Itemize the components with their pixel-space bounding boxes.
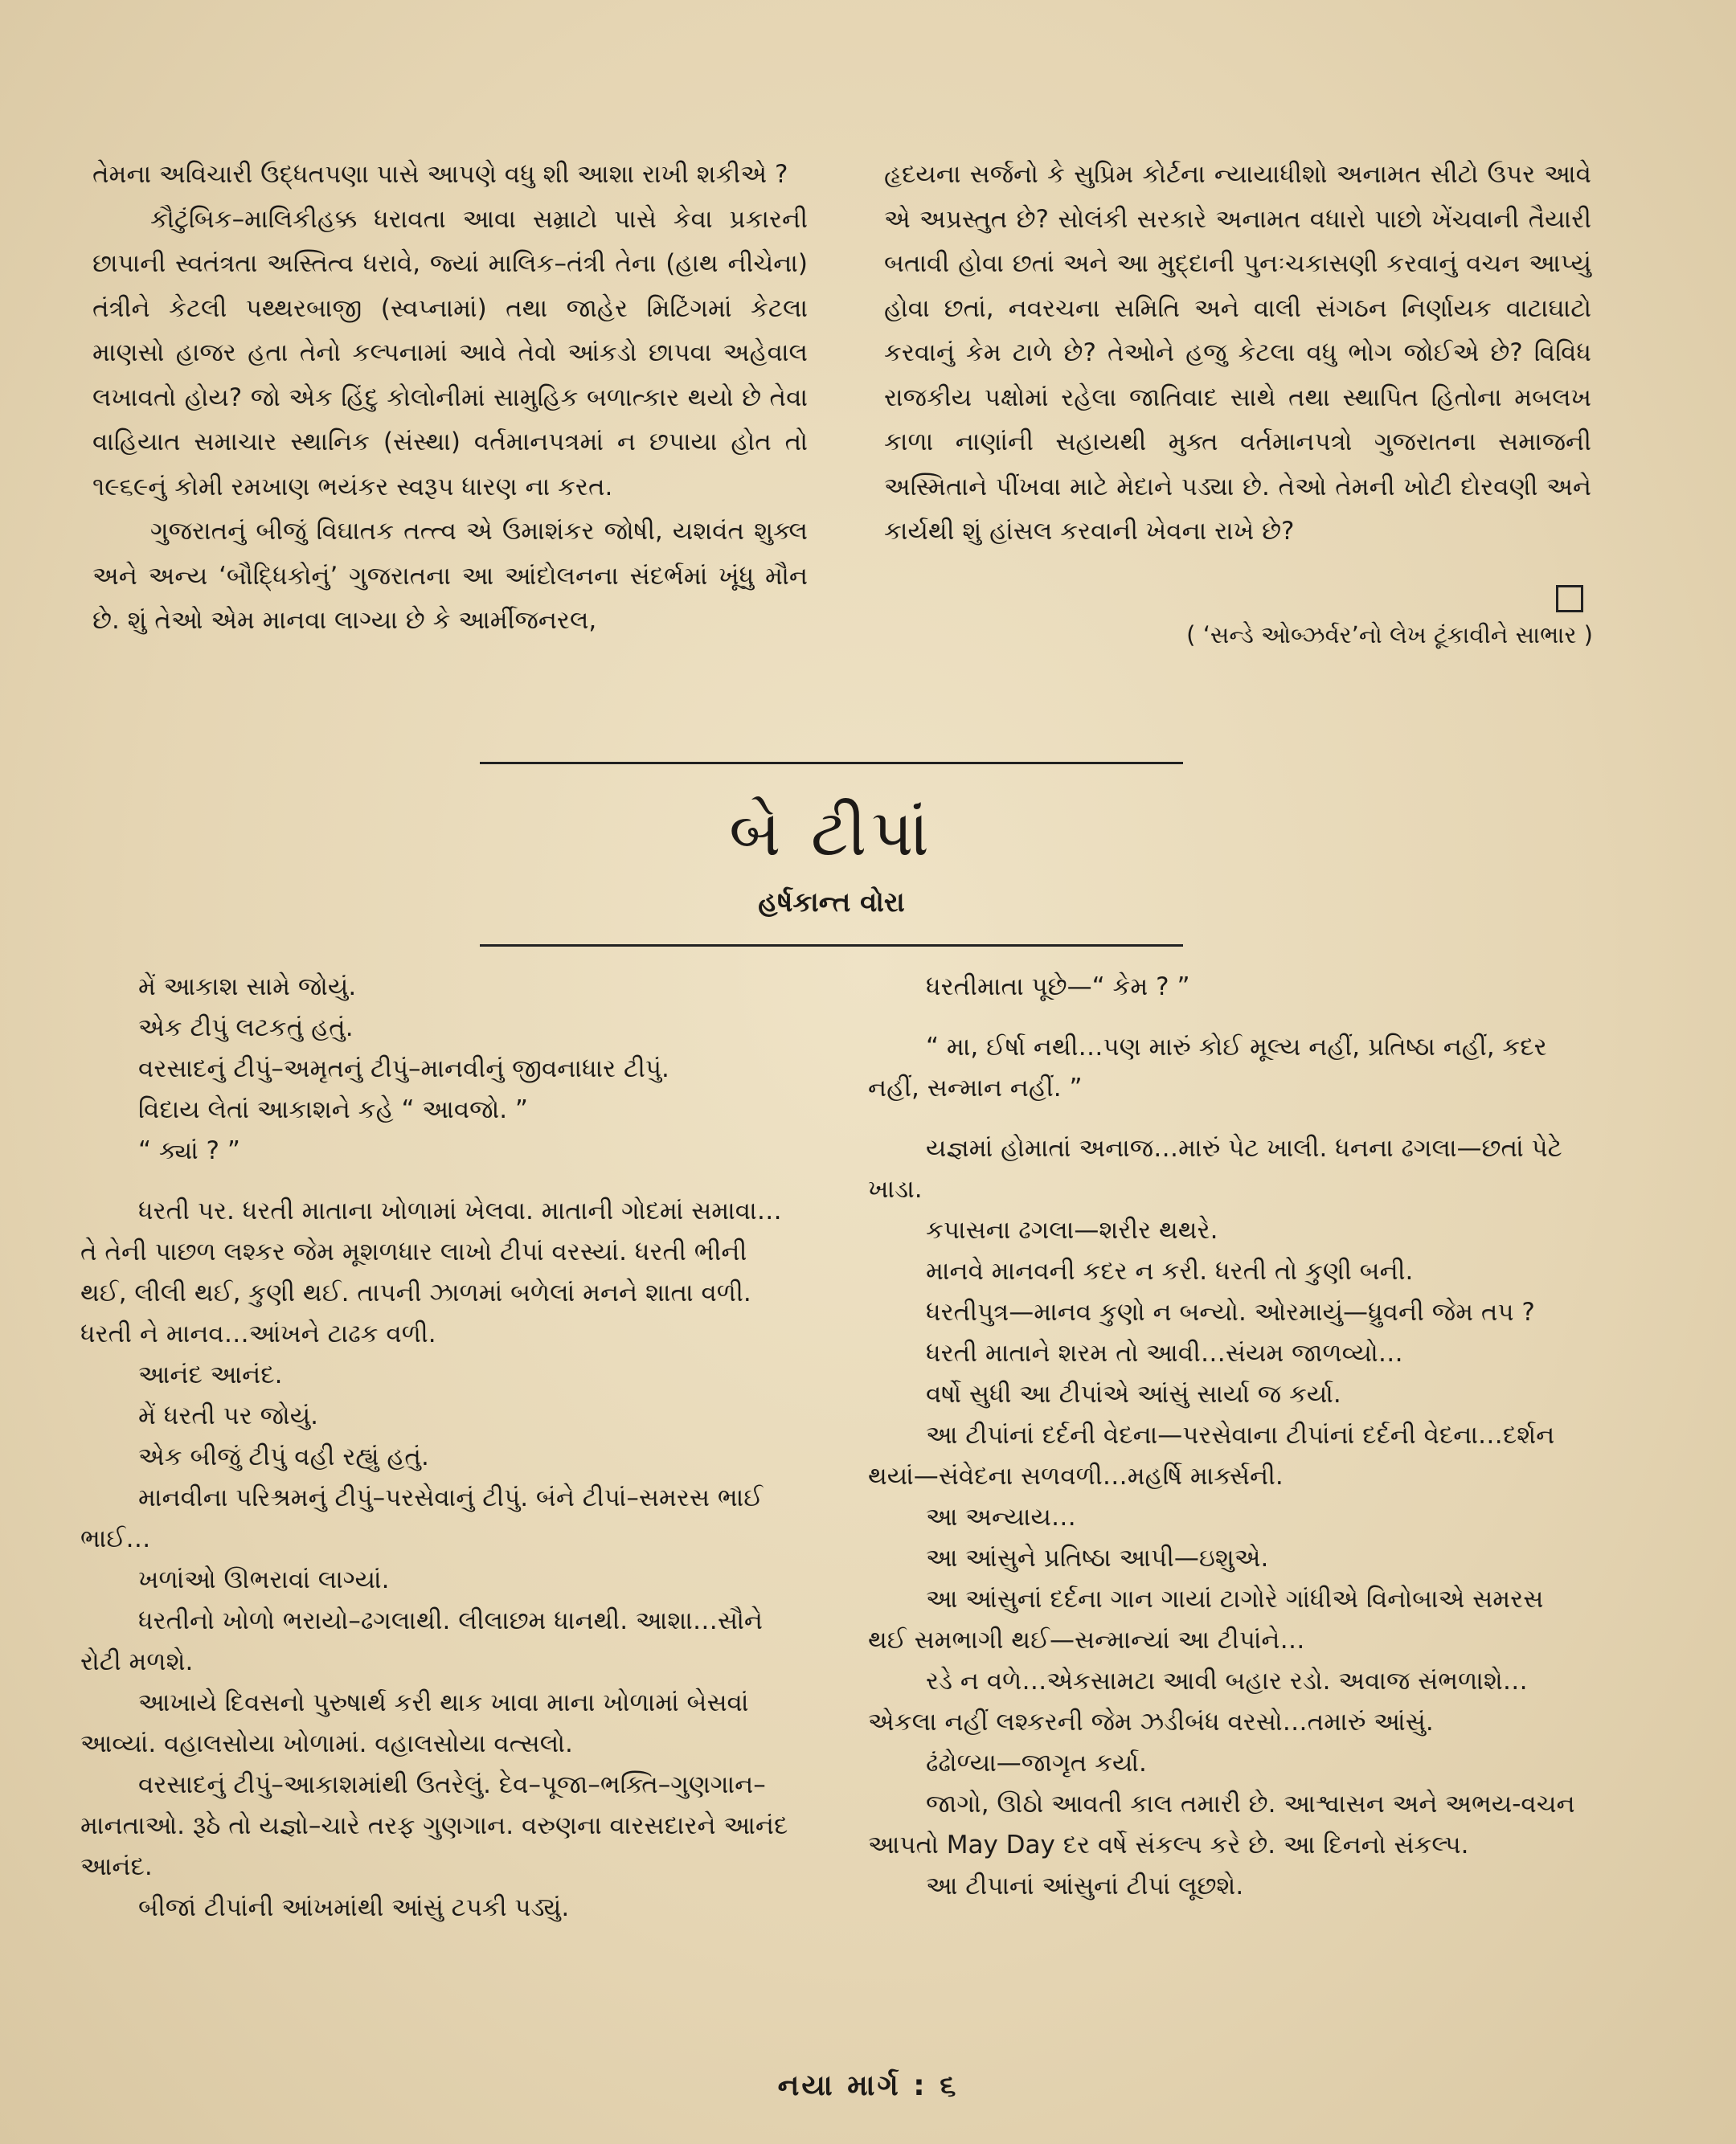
poem-line: આ આંસુને પ્રતિષ્ઠા આપી—ઇશુએ. — [926, 1544, 1269, 1573]
paragraph: કૌટુંબિક–માલિકીહક્ક ધરાવતા આવા સમ્રાટો પાસે કેવા પ્રકારની છાપાની સ્વતંત્રતા અસ્તિત્વ ધરાવે, જ્યાં માલિક–તંત્રી તેના (હાથ નીચેના) તંત્રીને કેટલી પથ્થરબાજી (સ્વપ્નામાં) તથા જાહેર મિટિંગમાં કેટલા માણસો હાજર હતા તેનો કલ્પનામાં આવે તેવો આંકડો છાપવા અહેવાલ લખાવતો હોય? જો એક હિંદુ કોલોનીમાં સામુહિક બળાત્કાર થયો છે તેવા વાહિયાત સમાચાર સ્થાનિક (સંસ્થા) વર્તમાનપત્રમાં ન છપાયા હોત તો ૧૯૬૯નું કોમી રમખાણ ભયંકર સ્વરૂપ ધારણ ના કરત. — [92, 204, 808, 501]
poem-line: વરસાદનું ટીપું–અમૃતનું ટીપું–માનવીનું જીવનાધાર ટીપું. — [138, 1054, 669, 1083]
title-rule-top — [480, 762, 1183, 764]
poem-line: બીજાં ટીપાંની આંખમાંથી આંસું ટપકી પડ્યું. — [138, 1893, 570, 1922]
page-folio: નયા માર્ગ : ૬ — [777, 2069, 959, 2102]
poem-line: રડે ન વળે…એકસામટા આવી બહાર રડો. અવાજ સંભળાશે…એકલા નહીં લશ્કરની જેમ ઝડીબંધ વરસો…તમારું આંસું. — [868, 1667, 1528, 1737]
poem-line: મેં આકાશ સામે જોયું. — [138, 972, 357, 1001]
poem-line: વરસાદનું ટીપું–આકાશમાંથી ઉતરેલું. દેવ–પૂજા–ભક્તિ–ગુણગાન–માનતાઓ. રૂઠે તો યજ્ઞો–ચારે તરફ ગુણગાન. વરુણના વારસદારને આનંદ આનંદ. — [80, 1770, 788, 1881]
poem-line: ધરતીપુત્ર—માનવ કુણો ન બન્યો. ઓરમાયું—ધ્રુવની જેમ તપ ? — [926, 1298, 1535, 1327]
poem-line: વિદાય લેતાં આકાશને કહે “ આવજો. ” — [138, 1095, 528, 1124]
poem-line: “ ક્યાં ? ” — [138, 1136, 240, 1165]
top-left-column — [92, 153, 808, 644]
poem-line: યજ્ઞમાં હોમાતાં અનાજ…મારું પેટ ખાલી. ધનના ઢગલા—છતાં પેટે ખાડા. — [868, 1134, 1562, 1204]
paragraph: ગુજરાતનું બીજું વિઘાતક તત્ત્વ એ ઉમાશંકર જોષી, યશવંત શુક્લ અને અન્ય ‘બૌદ્ધિકોનું’ ગુજરાતના આ આંદોલનના સંદર્ભમાં ખૂંધુ મૌન છે. શું તેઓ એમ માનવા લાગ્યા છે કે આર્મીજનરલ, — [92, 517, 808, 635]
poem-line: આખાયે દિવસનો પુરુષાર્થ કરી થાક ખાવા માના ખોળામાં બેસવાં આવ્યાં. વહાલસોયા ખોળામાં. વહાલસોયા વત્સલો. — [80, 1688, 749, 1758]
poem-line: એક ટીપું લટકતું હતું. — [138, 1013, 354, 1042]
poem-line: જાગો, ઊઠો આવતી કાલ તમારી છે. આશ્વાસન અને અભય-વચન આપતો May Day દર વર્ષે સંકલ્પ કરે છે. આ દિનનો સંકલ્પ. — [868, 1790, 1575, 1860]
article-author: હર્ષકાન્ત વોરા — [758, 886, 905, 919]
poem-line: ધરતી પર. ધરતી માતાના ખોળામાં ખેલવા. માતાની ગોદમાં સમાવા…તે તેની પાછળ લશ્કર જેમ મૂશળધાર લાખો ટીપાં વરસ્યાં. ધરતી ભીની થઈ, લીલી થઈ, કુણી થઈ. તાપની ઝાળમાં બળેલાં મનને શાતા વળી. ધરતી ને માનવ…આંખને ટાઢક વળી. — [80, 1197, 782, 1348]
poem-right-column — [868, 967, 1583, 1907]
poem-line: “ મા, ઈર્ષા નથી…પણ મારું કોઈ મૂલ્ય નહીં, પ્રતિષ્ઠા નહીં, કદર નહીં, સન્માન નહીં. ” — [868, 1033, 1547, 1103]
poem-line: આ આંસુનાં દર્દના ગાન ગાયાં ટાગોરે ગાંધીએ વિનોબાએ સમરસ થઈ સમભાગી થઈ—સન્માન્યાં આ ટીપાંને… — [868, 1585, 1544, 1655]
poem-line: ખળાંઓ ઊભરાવાં લાગ્યાં. — [138, 1565, 390, 1594]
end-mark-box — [1556, 585, 1583, 612]
poem-left-column — [80, 967, 796, 1929]
poem-line: વર્ષો સુધી આ ટીપાંએ આંસું સાર્યા જ કર્યા. — [926, 1380, 1341, 1409]
poem-line: ધરતીનો ખોળો ભરાયો–ઢગલાથી. લીલાછમ ધાનથી. આશા…સૌને રોટી મળશે. — [80, 1606, 764, 1676]
poem-line: માનવે માનવની કદર ન કરી. ધરતી તો કુણી બની. — [926, 1257, 1414, 1286]
poem-line: આનંદ આનંદ. — [138, 1360, 283, 1389]
poem-line: માનવીના પરિશ્રમનું ટીપું–પરસેવાનું ટીપું. બંને ટીપાં–સમરસ ભાઈ ભાઈ… — [80, 1483, 764, 1553]
poem-line: આ ટીપાનાં આંસુનાં ટીપાં લૂછશે. — [926, 1872, 1244, 1901]
poem-line: ઢંઢોળ્યા—જાગૃત કર્યા. — [926, 1749, 1147, 1778]
title-rule-bottom — [480, 944, 1183, 947]
poem-line: મેં ધરતી પર જોયું. — [138, 1401, 318, 1430]
poem-line: ધરતી માતાને શરમ તો આવી…સંયમ જાળવ્યો… — [926, 1339, 1403, 1368]
poem-line: કપાસના ઢગલા—શરીર થથરે. — [926, 1216, 1218, 1245]
source-credit: ( ‘સન્ડે ઓબ્ઝર્વર’નો લેખ ટૂંકાવીને સાભાર ) — [1186, 621, 1593, 649]
poem-line: આ ટીપાંનાં દર્દની વેદના—પરસેવાના ટીપાંનાં દર્દની વેદના…દર્શન થયાં—સંવેદના સળવળી…મહર્ષિ માર્ક્સની. — [868, 1421, 1555, 1491]
top-right-column — [884, 153, 1591, 554]
poem-line: આ અન્યાય… — [926, 1503, 1076, 1532]
poem-line: એક બીજું ટીપું વહી રહ્યું હતું. — [138, 1442, 429, 1471]
paragraph: હૃદયના સર્જનો કે સુપ્રિમ કોર્ટના ન્યાયાધીશો અનામત સીટો ઉપર આવે એ અપ્રસ્તુત છે? સોલંકી સરકારે અનામત વધારો પાછો ખેંચવાની તૈયારી બતાવી હોવા છતાં અને આ મુદ્દાની પુનઃચકાસણી કરવાનું વચન આપ્યું હોવા છતાં, નવરચના સમિતિ અને વાલી સંગઠન નિર્ણાયક વાટાઘાટો કરવાનું કેમ ટાળે છે? તેઓને હજુ કેટલા વધુ ભોગ જોઈએ છે? વિવિધ રાજકીય પક્ષોમાં રહેલા જાતિવાદ સાથે તથા સ્થાપિત હિતોના મબલખ કાળા નાણાંની સહાયથી મુક્ત વર્તમાનપત્રો ગુજરાતના સમાજની અસ્મિતાને પીંખવા માટે મેદાને પડ્યા છે. તેઓ તેમની ખોટી દોરવણી અને કાર્યથી શું હાંસલ કરવાની ખેવના રાખે છે? — [884, 160, 1591, 546]
poem-line: ધરતીમાતા પૂછે—“ કેમ ? ” — [926, 972, 1190, 1001]
paragraph: તેમના અવિચારી ઉદ્ધતપણા પાસે આપણે વધુ શી આશા રાખી શકીએ ? — [92, 160, 788, 189]
article-title: બે ટીપાં — [729, 796, 934, 870]
